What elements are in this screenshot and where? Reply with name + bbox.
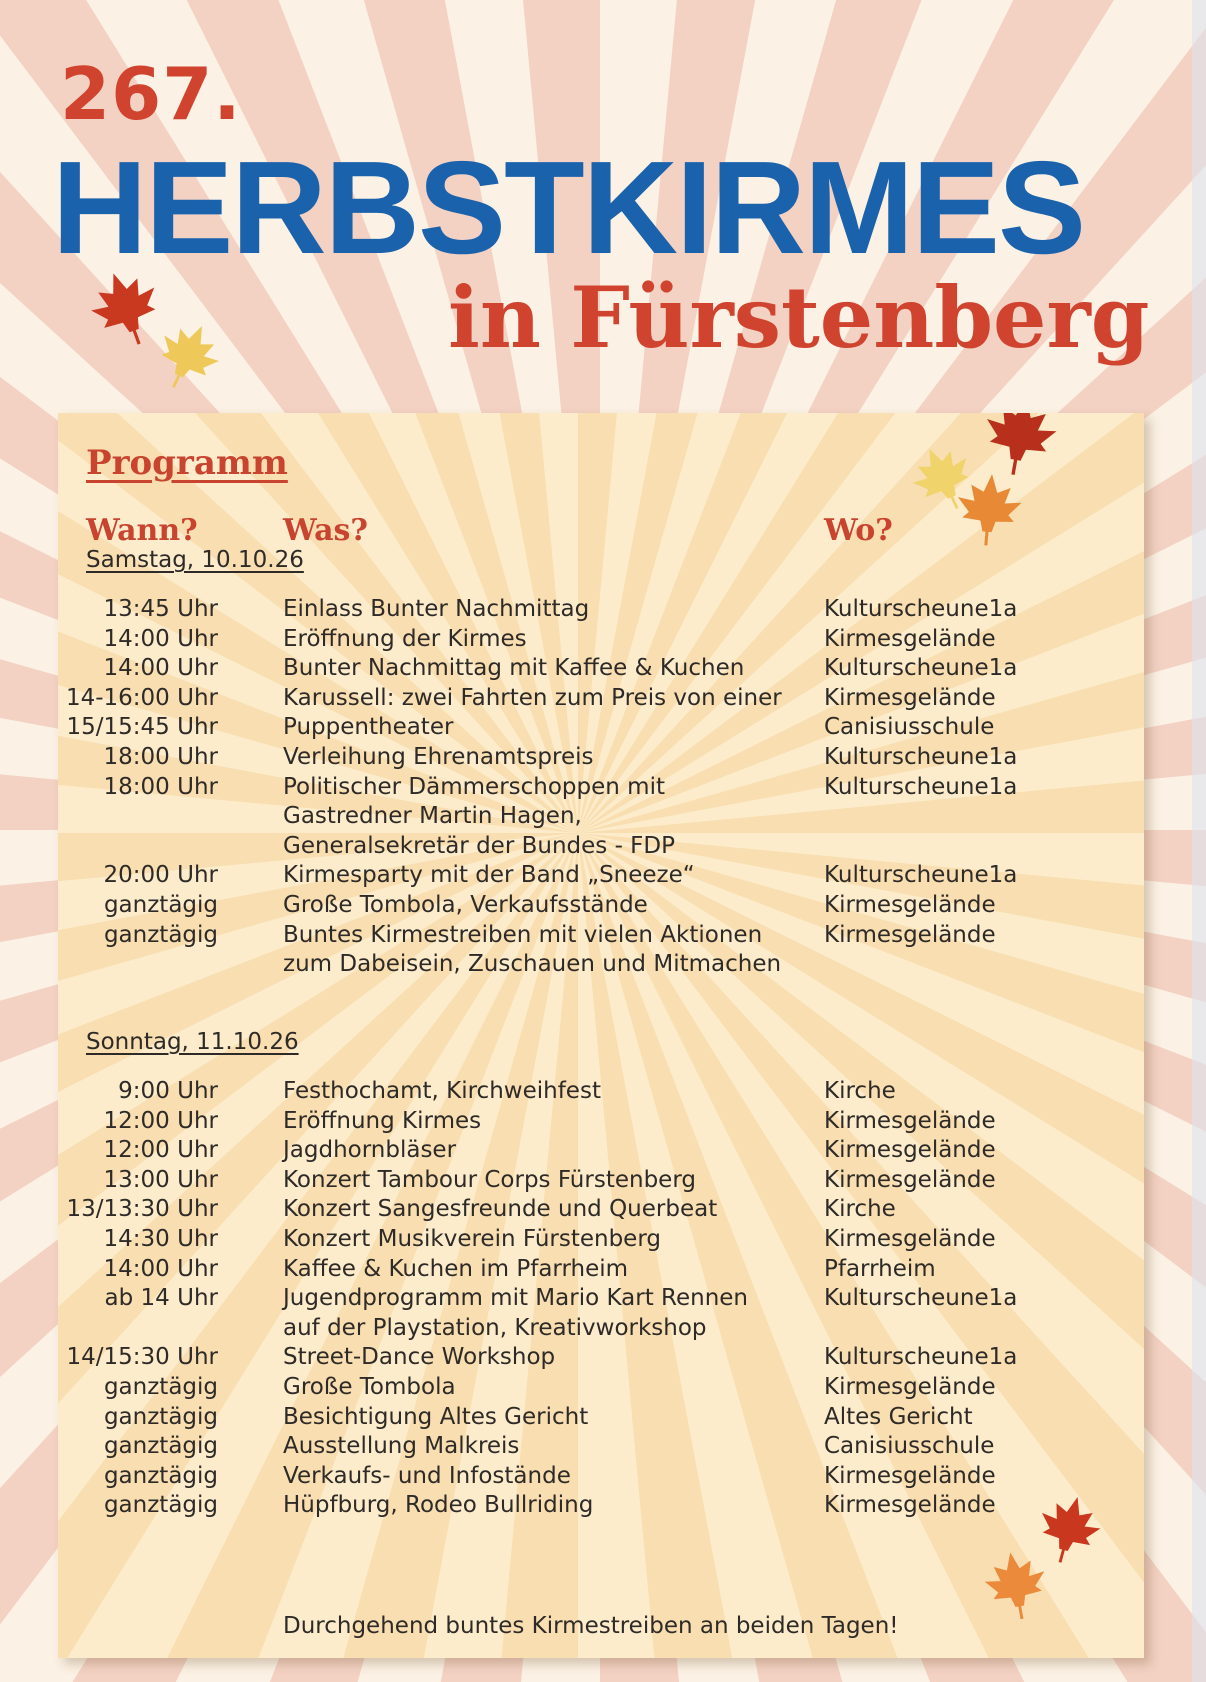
column-header-when: Wann? (86, 513, 198, 548)
event-location: Kirmesgelände (824, 1137, 996, 1164)
event-location: Kirche (824, 1196, 896, 1223)
event-time: 9:00 Uhr (118, 1078, 218, 1104)
event-location: Kirmesgelände (824, 1226, 996, 1252)
event-title: Street-Dance Workshop (283, 1344, 556, 1371)
page-title: HERBSTKIRMES (52, 134, 1085, 281)
event-location: Kirmesgelände (824, 684, 996, 711)
event-time: 14:00 Uhr (103, 1255, 218, 1282)
schedule-row (58, 1164, 1144, 1196)
schedule-row-continuation (58, 1312, 1144, 1344)
event-time: ganztägig (103, 1433, 218, 1460)
event-location: Kirmesgelände (824, 921, 996, 948)
event-title: Generalsekretär der Bundes - FDP (283, 832, 675, 859)
event-title: Bunter Nachmittag mit Kaffee & Kuchen (283, 655, 745, 682)
event-location: Kirmesgelände (824, 1107, 996, 1134)
event-title: zum Dabeisein, Zuschauen und Mitmachen (283, 951, 782, 978)
schedule-row-continuation (58, 948, 1144, 980)
event-title: Buntes Kirmestreiben mit vielen Aktionen (283, 921, 763, 948)
event-time: 14:00 Uhr (103, 655, 218, 682)
event-title: Konzert Tambour Corps Fürstenberg (283, 1166, 696, 1193)
program-panel (58, 413, 1144, 1658)
schedule-row (58, 741, 1144, 773)
event-title: Eröffnung der Kirmes (283, 625, 527, 652)
schedule-row (58, 1489, 1144, 1521)
event-time: 20:00 Uhr (103, 862, 218, 889)
column-header-what: Was? (283, 513, 368, 548)
event-location: Pfarrheim (824, 1255, 936, 1282)
schedule-row (58, 1223, 1144, 1255)
event-location: Kulturscheune1a (824, 773, 1018, 800)
event-title: Konzert Musikverein Fürstenberg (283, 1226, 661, 1252)
event-title: Einlass Bunter Nachmittag (283, 596, 590, 622)
schedule-row (58, 711, 1144, 743)
event-title: Ausstellung Malkreis (283, 1433, 520, 1460)
schedule-row (58, 1075, 1144, 1107)
event-title: Jugendprogramm mit Mario Kart Rennen (283, 1285, 749, 1312)
event-time: 15/15:45 Uhr (66, 714, 218, 741)
event-time: 12:00 Uhr (103, 1107, 218, 1134)
column-header-where: Wo? (824, 513, 893, 548)
event-title: Besichtigung Altes Gericht (283, 1403, 589, 1430)
schedule-row (58, 1282, 1144, 1314)
day-heading: Sonntag, 11.10.26 (86, 1029, 299, 1055)
event-location: Kirche (824, 1078, 896, 1104)
event-location: Kirmesgelände (824, 1462, 996, 1489)
maple-leaf-icon (152, 320, 224, 392)
event-title: Kirmesparty mit der Band „Sneeze“ (283, 862, 695, 889)
event-location: Kirmesgelände (824, 892, 996, 918)
event-time: 12:00 Uhr (103, 1137, 218, 1164)
event-time: ganztägig (103, 1462, 218, 1489)
program-title: Programm (86, 443, 288, 483)
event-time: 13:00 Uhr (103, 1166, 218, 1193)
footer-note: Durchgehend buntes Kirmestreiben an beiden Tagen! (283, 1613, 899, 1639)
maple-leaf-icon (951, 471, 1027, 547)
schedule-row (58, 623, 1144, 655)
schedule-row (58, 682, 1144, 714)
event-time: ganztägig (103, 1374, 218, 1400)
event-location: Canisiusschule (824, 1433, 995, 1460)
schedule-row-continuation (58, 830, 1144, 862)
page-subtitle: in Fürstenberg (448, 268, 1150, 367)
day-heading: Samstag, 10.10.26 (86, 547, 304, 573)
event-time: ganztägig (103, 892, 218, 918)
event-location: Kirmesgelände (824, 1166, 996, 1193)
schedule-row (58, 1460, 1144, 1492)
event-time: ab 14 Uhr (104, 1285, 218, 1312)
event-location: Kulturscheune1a (824, 596, 1018, 622)
event-location: Kirmesgelände (824, 625, 996, 652)
event-time: ganztägig (103, 921, 218, 948)
event-title: Verkaufs- und Infostände (283, 1462, 571, 1489)
right-edge-strip (1192, 0, 1206, 1682)
event-location: Kirmesgelände (824, 1374, 996, 1400)
event-time: 14/15:30 Uhr (66, 1344, 218, 1371)
schedule-row (58, 1430, 1144, 1462)
event-title: Große Tombola (283, 1374, 456, 1400)
event-title: Konzert Sangesfreunde und Querbeat (283, 1196, 718, 1223)
event-title: Gastredner Martin Hagen, (283, 803, 582, 830)
event-time: 14:00 Uhr (103, 625, 218, 652)
event-location: Kulturscheune1a (824, 1285, 1018, 1312)
schedule-row-continuation (58, 800, 1144, 832)
event-location: Kulturscheune1a (824, 862, 1018, 889)
event-location: Kulturscheune1a (824, 1344, 1018, 1371)
event-time: 18:00 Uhr (103, 773, 218, 800)
schedule-row (58, 1401, 1144, 1433)
schedule-row (58, 859, 1144, 891)
event-title: Puppentheater (283, 714, 454, 741)
event-title: auf der Playstation, Kreativworkshop (283, 1314, 707, 1341)
event-title: Politischer Dämmerschoppen mit (283, 773, 665, 800)
event-title: Festhochamt, Kirchweihfest (283, 1078, 601, 1104)
event-location: Kulturscheune1a (824, 655, 1018, 682)
event-location: Kirmesgelände (824, 1492, 996, 1519)
schedule-row (58, 771, 1144, 803)
event-time: 14:30 Uhr (103, 1226, 218, 1252)
event-title: Eröffnung Kirmes (283, 1107, 482, 1134)
event-time: 18:00 Uhr (103, 744, 218, 770)
event-title: Verleihung Ehrenamtspreis (283, 744, 594, 770)
event-time: ganztägig (103, 1492, 218, 1519)
event-time: ganztägig (103, 1403, 218, 1430)
event-location: Altes Gericht (824, 1403, 973, 1430)
event-time: 13/13:30 Uhr (66, 1196, 218, 1223)
maple-leaf-icon (980, 1549, 1052, 1621)
event-time: 13:45 Uhr (103, 596, 218, 622)
event-title: Karussell: zwei Fahrten zum Preis von einer (283, 684, 782, 711)
event-title: Hüpfburg, Rodeo Bullriding (283, 1492, 594, 1519)
schedule-row (58, 1134, 1144, 1166)
schedule-row (58, 1105, 1144, 1137)
edition-number: 267. (60, 52, 242, 136)
event-location: Kulturscheune1a (824, 744, 1018, 770)
event-title: Große Tombola, Verkaufsstände (283, 892, 648, 918)
event-title: Kaffee & Kuchen im Pfarrheim (283, 1255, 629, 1282)
event-title: Jagdhornbläser (283, 1137, 457, 1164)
schedule-row (58, 1193, 1144, 1225)
schedule-row (58, 889, 1144, 921)
schedule-row (58, 652, 1144, 684)
schedule-row (58, 1341, 1144, 1373)
event-time: 14-16:00 Uhr (65, 684, 218, 711)
event-location: Canisiusschule (824, 714, 995, 741)
schedule-row (58, 919, 1144, 951)
schedule-row (58, 1253, 1144, 1285)
schedule-row (58, 1371, 1144, 1403)
maple-leaf-icon (978, 413, 1062, 477)
schedule-row (58, 593, 1144, 625)
